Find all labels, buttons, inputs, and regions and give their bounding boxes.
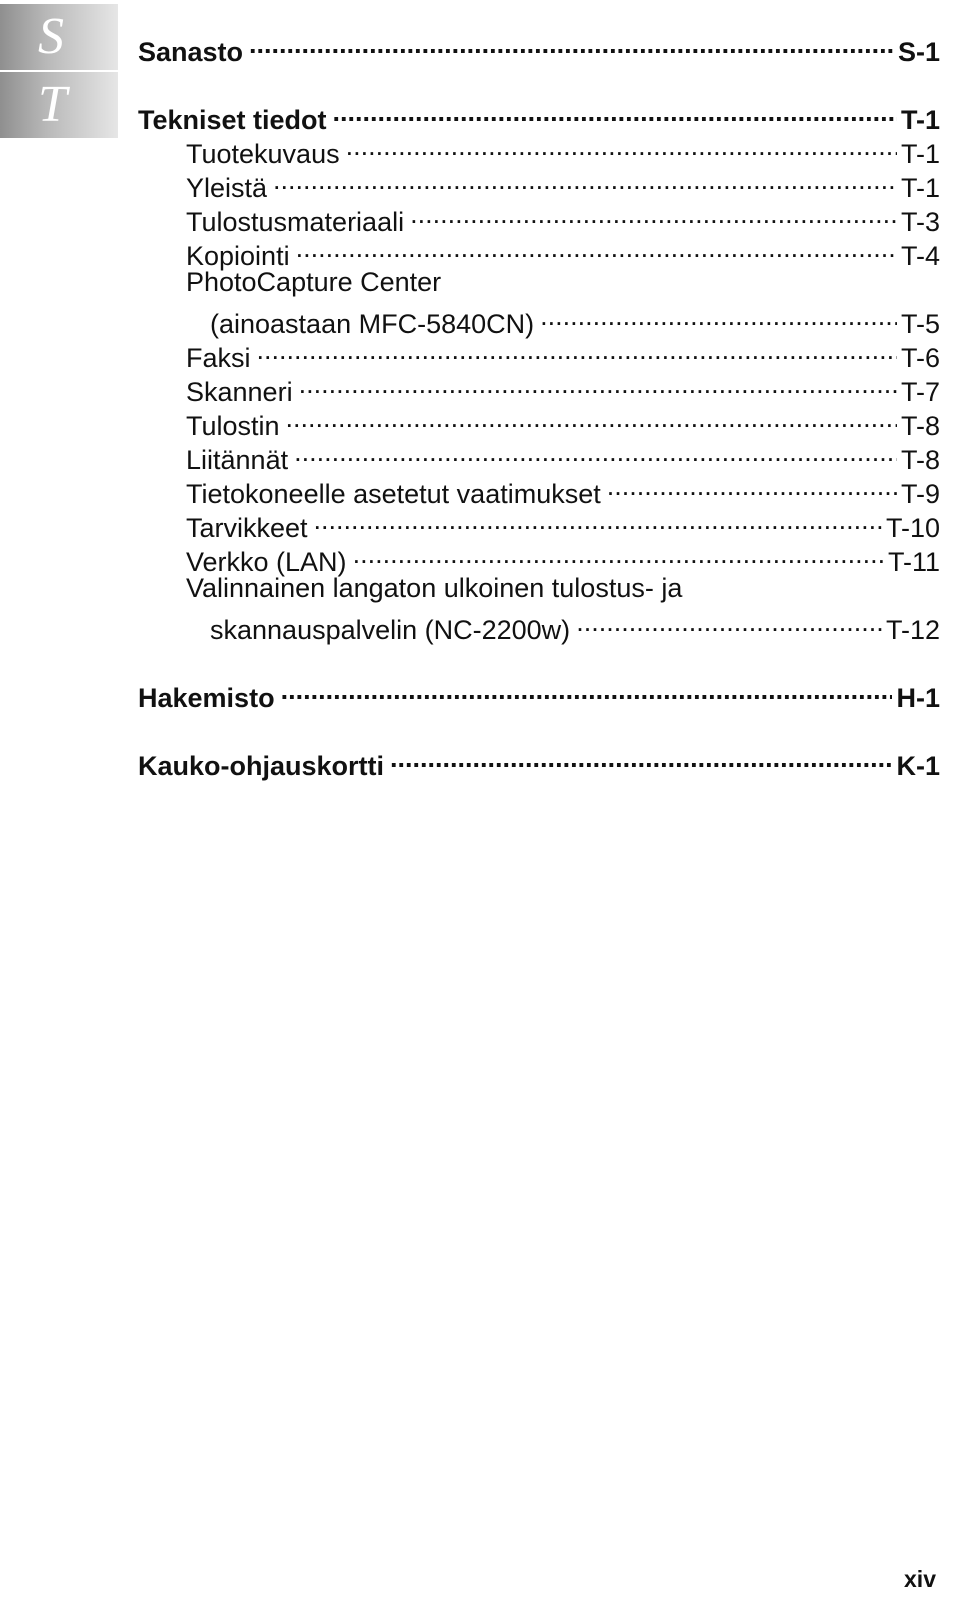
toc-entry-valinnainen-line2[interactable]: [138, 605, 940, 647]
toc-label: skannauspalvelin (NC-2200w): [210, 615, 571, 645]
dot-leader: [294, 435, 897, 469]
toc-label: Kopiointi: [186, 241, 290, 271]
toc-label: Verkko (LAN): [186, 547, 347, 577]
toc-label: Tuotekuvaus: [186, 139, 340, 169]
dot-leader: [607, 469, 897, 503]
toc-label: PhotoCapture Center: [186, 267, 442, 297]
toc-page: H-1: [896, 683, 940, 713]
dot-leader: [410, 197, 897, 231]
dot-leader: [257, 333, 897, 367]
dot-leader: [296, 231, 897, 265]
dot-leader: [390, 741, 892, 775]
toc-label: Tietokoneelle asetetut vaatimukset: [186, 479, 601, 509]
dot-leader: [576, 605, 882, 639]
toc-label: (ainoastaan MFC-5840CN): [210, 309, 535, 339]
dot-leader: [286, 401, 897, 435]
toc-page: T-8: [900, 445, 940, 475]
toc-entry-sanasto[interactable]: [138, 27, 940, 69]
toc-label: Kauko-ohjauskortti: [138, 751, 385, 781]
dot-leader: [353, 537, 884, 571]
toc-page: T-1: [900, 139, 940, 169]
toc-entry-kauko-ohjauskortti[interactable]: [138, 741, 940, 783]
toc-label: Yleistä: [186, 173, 268, 203]
dot-leader: [333, 95, 897, 129]
dot-leader: [314, 503, 882, 537]
toc-label: Tekniset tiedot: [138, 105, 327, 135]
toc-page: S-1: [897, 37, 940, 67]
toc-label: Tarvikkeet: [186, 513, 308, 543]
toc-entry-valinnainen-line1[interactable]: [138, 571, 940, 605]
dot-leader: [281, 673, 893, 707]
toc-label: Skanneri: [186, 377, 293, 407]
toc-page: T-11: [887, 547, 940, 577]
section-tab-s: S: [0, 4, 118, 70]
toc-entry-photocapture-line1[interactable]: [138, 265, 940, 299]
toc-page: T-8: [900, 411, 940, 441]
toc-page: T-3: [900, 207, 940, 237]
toc-label: Tulostin: [186, 411, 280, 441]
toc-label: Valinnainen langaton ulkoinen tulostus- ja: [186, 573, 683, 603]
dot-leader: [273, 163, 897, 197]
toc-label: Hakemisto: [138, 683, 275, 713]
dot-leader: [540, 299, 897, 333]
toc-page: T-5: [900, 309, 940, 339]
page-number: xiv: [904, 1566, 936, 1592]
toc-page: T-9: [900, 479, 940, 509]
section-tab-t: T: [0, 72, 118, 138]
toc-page: K-1: [896, 751, 940, 781]
toc-label: Faksi: [186, 343, 251, 373]
toc-page: T-12: [885, 615, 940, 645]
toc-label: Tulostusmateriaali: [186, 207, 405, 237]
toc-entry-hakemisto[interactable]: [138, 673, 940, 715]
toc-page: T-4: [900, 241, 940, 271]
toc-label: Sanasto: [138, 37, 244, 67]
toc-label: Liitännät: [186, 445, 289, 475]
toc-page: T-6: [900, 343, 940, 373]
toc-page: T-7: [900, 377, 940, 407]
toc-page: T-10: [885, 513, 940, 543]
toc-page: T-1: [900, 105, 940, 135]
dot-leader: [249, 27, 894, 61]
dot-leader: [346, 129, 897, 163]
dot-leader: [299, 367, 897, 401]
toc-page: T-1: [900, 173, 940, 203]
